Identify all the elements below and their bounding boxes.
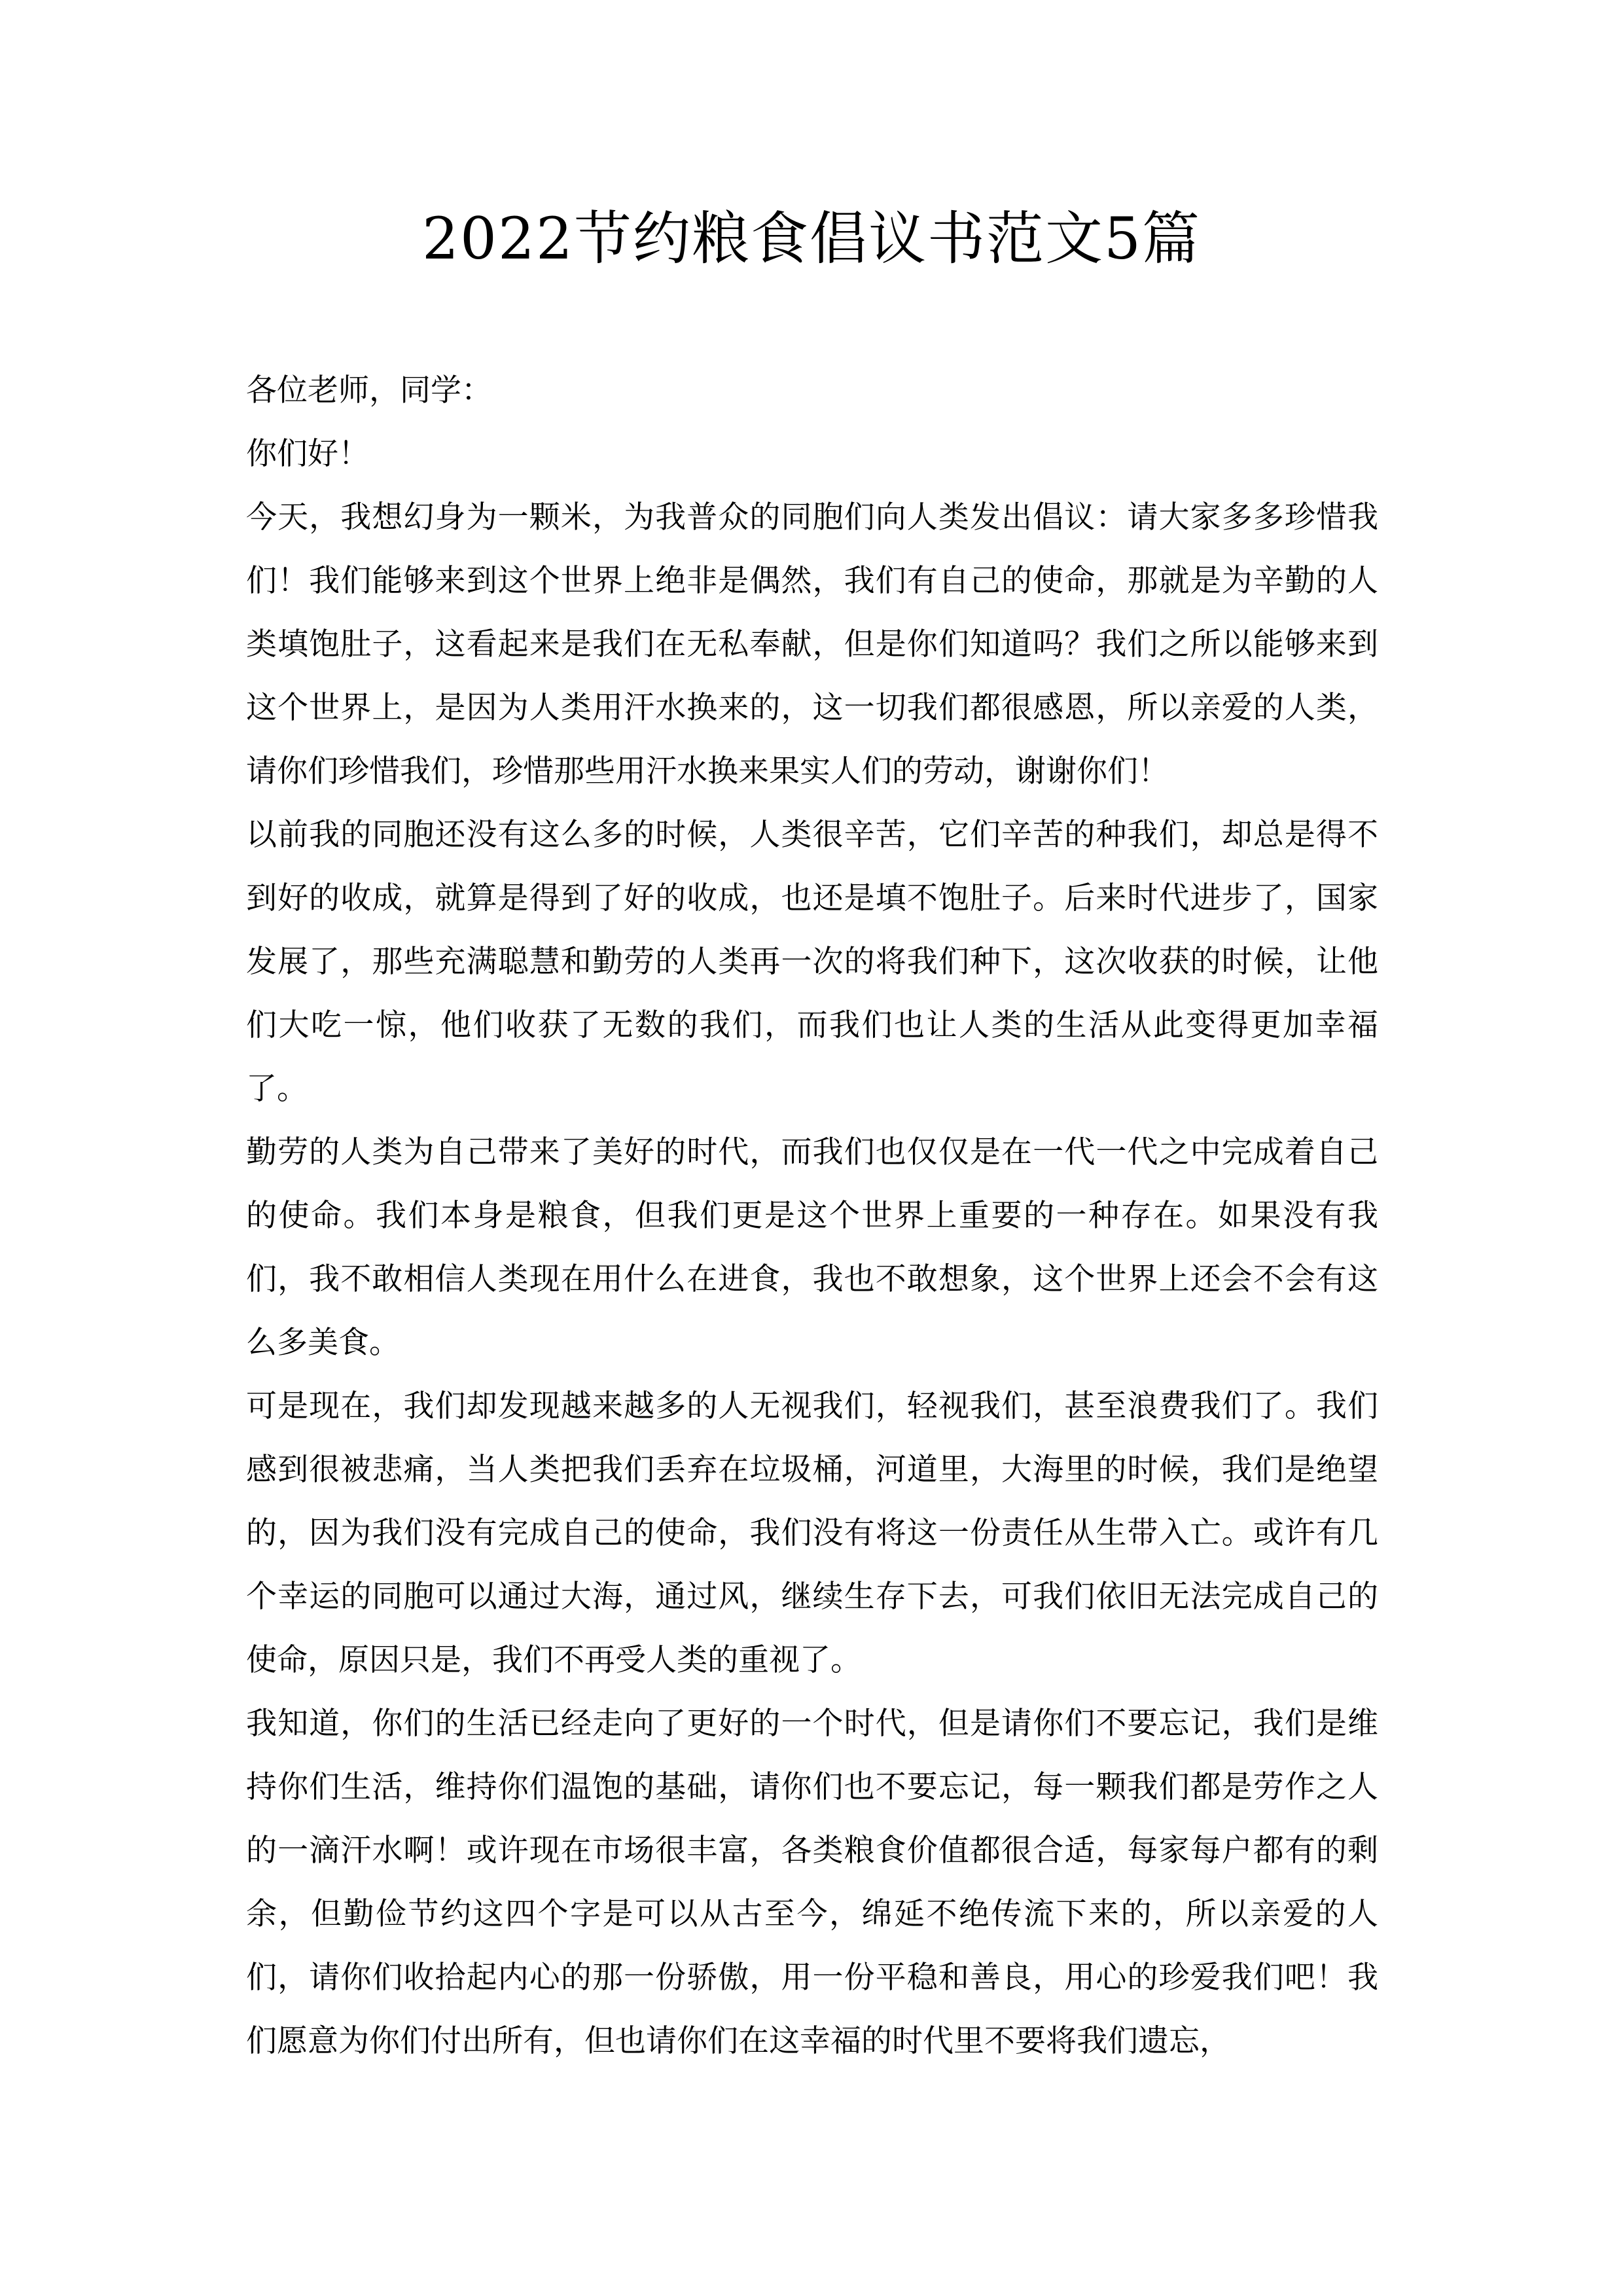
body-paragraph: 以前我的同胞还没有这么多的时候，人类很辛苦，它们辛苦的种我们，却总是得不到好的收成，就算是得到了好的收成，也还是填不饱肚子。后来时代进步了，国家发展了，那些充满聪慧和勤劳的人类再一次的将我们种下，这次收获的时候，让他们大吃一惊，他们收获了无数的我们，而我们也让人类的生活从此变得更加幸福了。 [246, 817, 1378, 1107]
body-paragraph: 可是现在，我们却发现越来越多的人无视我们，轻视我们，甚至浪费我们了。我们感到很被悲痛，当人类把我们丢弃在垃圾桶，河道里，大海里的时候，我们是绝望的，因为我们没有完成自己的使命，我们没有将这一份责任从生带入亡。或许有几个幸运的同胞可以通过大海，通过风，继续生存下去，可我们依旧无法完成自己的使命，原因只是，我们不再受人类的重视了。 [246, 1388, 1378, 1678]
document-title: 2022节约粮食倡议书范文5篇 [422, 205, 1201, 272]
salutation: 各位老师，同学： [246, 372, 492, 408]
body-paragraph: 勤劳的人类为自己带来了美好的时代，而我们也仅仅是在一代一代之中完成着自己的使命。我们本身是粮食，但我们更是这个世界上重要的一种存在。如果没有我们，我不敢相信人类现在用什么在进食，我也不敢想象，这个世界上还会不会有这么多美食。 [246, 1134, 1378, 1361]
body-paragraph: 我知道，你们的生活已经走向了更好的一个时代，但是请你们不要忘记，我们是维持你们生活，维持你们温饱的基础，请你们也不要忘记，每一颗我们都是劳作之人的一滴汗水啊！或许现在市场很丰富，各类粮食价值都很合适，每家每户都有的剩余，但勤俭节约这四个字是可以从古至今，绵延不绝传流下来的，所以亲爱的人们，请你们收拾起内心的那一份骄傲，用一份平稳和善良，用心的珍爱我们吧！我们愿意为你们付出所有，但也请你们在这幸福的时代里不要将我们遗忘， [246, 1706, 1378, 2059]
document-body [246, 359, 1378, 2073]
body-paragraph: 今天，我想幻身为一颗米，为我普众的同胞们向人类发出倡议：请大家多多珍惜我们！我们能够来到这个世界上绝非是偶然，我们有自己的使命，那就是为辛勤的人类填饱肚子，这看起来是我们在无私奉献，但是你们知道吗？我们之所以能够来到这个世界上，是因为人类用汗水换来的，这一切我们都很感恩，所以亲爱的人类，请你们珍惜我们，珍惜那些用汗水换来果实人们的劳动，谢谢你们！ [246, 499, 1378, 789]
greeting: 你们好！ [246, 436, 369, 472]
